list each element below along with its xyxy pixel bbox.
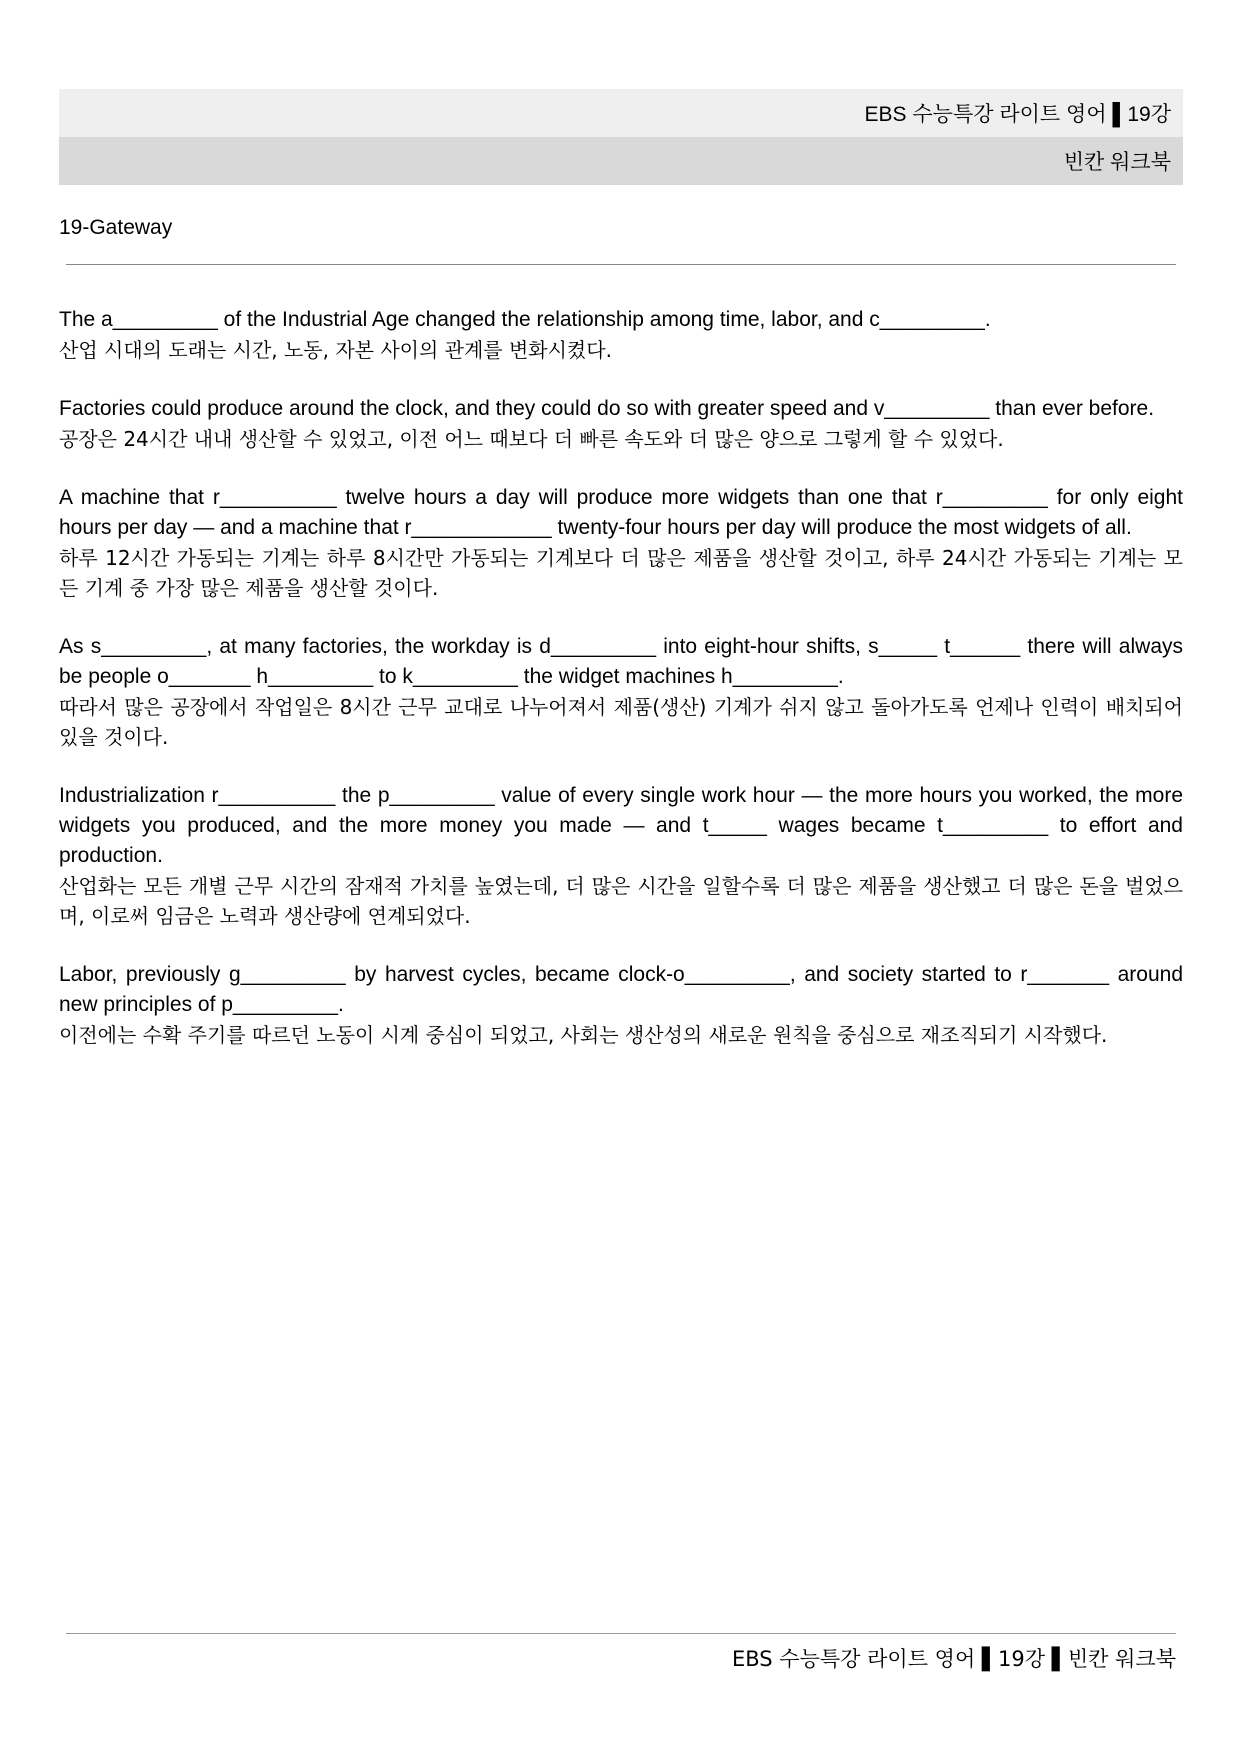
- worksheet-body: [59, 305, 1183, 1079]
- english-sentence: Labor, previously g_________ by harvest cycles, became clock-o_________, and society started to r_______ around new principles of p_________.: [59, 963, 1183, 1016]
- english-sentence: Factories could produce around the clock, and they could do so with greater speed and v_________ than ever before.: [59, 397, 1155, 420]
- sentence-pair-4: [59, 632, 1183, 752]
- korean-translation: 따라서 많은 공장에서 작업일은 8시간 근무 교대로 나누어져서 제품(생산) 기계가 쉬지 않고 돌아가도록 언제나 인력이 배치되어 있을 것이다.: [59, 695, 1183, 749]
- korean-translation: 하루 12시간 가동되는 기계는 하루 8시간만 가동되는 기계보다 더 많은 제품을 생산할 것이고, 하루 24시간 가동되는 기계는 모든 기계 중 가장 많은 제품을 생산할 것이다.: [59, 546, 1183, 600]
- english-sentence: Industrialization r__________ the p_________ value of every single work hour — the more hours you worked, the more widgets you produced, and the more money you made — and t_____ wages became t_________ to effort and production.: [59, 784, 1183, 867]
- korean-translation: 이전에는 수확 주기를 따르던 노동이 시계 중심이 되었고, 사회는 생산성의 새로운 원칙을 중심으로 재조직되기 시작했다.: [59, 1023, 1108, 1047]
- sentence-pair-1: [59, 305, 1183, 365]
- header-subtitle: 빈칸 워크북: [1063, 151, 1171, 174]
- sentence-pair-3: [59, 483, 1183, 603]
- korean-translation: 산업 시대의 도래는 시간, 노동, 자본 사이의 관계를 변화시켰다.: [59, 338, 612, 362]
- header-series-title: EBS 수능특강 라이트 영어 ▌19강: [864, 103, 1171, 126]
- sentence-pair-5: [59, 781, 1183, 931]
- page-footer: EBS 수능특강 라이트 영어 ▌19강 ▌빈칸 워크북: [732, 1647, 1176, 1671]
- header-subtitle-bar: [59, 137, 1183, 185]
- korean-translation: 공장은 24시간 내내 생산할 수 있었고, 이전 어느 때보다 더 빠른 속도와 더 많은 양으로 그렇게 할 수 있었다.: [59, 427, 1004, 451]
- footer-divider: [66, 1633, 1176, 1634]
- english-sentence: A machine that r__________ twelve hours a day will produce more widgets than one that r_________ for only eight hours per day — and a machine that r____________ twenty-four hours per day will produce the most widgets of all.: [59, 486, 1183, 539]
- sentence-pair-6: [59, 960, 1183, 1050]
- sentence-pair-2: [59, 394, 1183, 454]
- english-sentence: As s_________, at many factories, the workday is d_________ into eight-hour shifts, s_____ t______ there will always be people o_______ h_________ to k_________ the widget machines h_________.: [59, 635, 1183, 688]
- english-sentence: The a_________ of the Industrial Age changed the relationship among time, labor, and c_________.: [59, 308, 991, 331]
- korean-translation: 산업화는 모든 개별 근무 시간의 잠재적 가치를 높였는데, 더 많은 시간을 일할수록 더 많은 제품을 생산했고 더 많은 돈을 벌었으며, 이로써 임금은 노력과 생산량에 연계되었다.: [59, 874, 1183, 928]
- lesson-title: 19-Gateway: [59, 216, 173, 239]
- title-divider: [66, 264, 1176, 265]
- header-series-bar: [59, 89, 1183, 137]
